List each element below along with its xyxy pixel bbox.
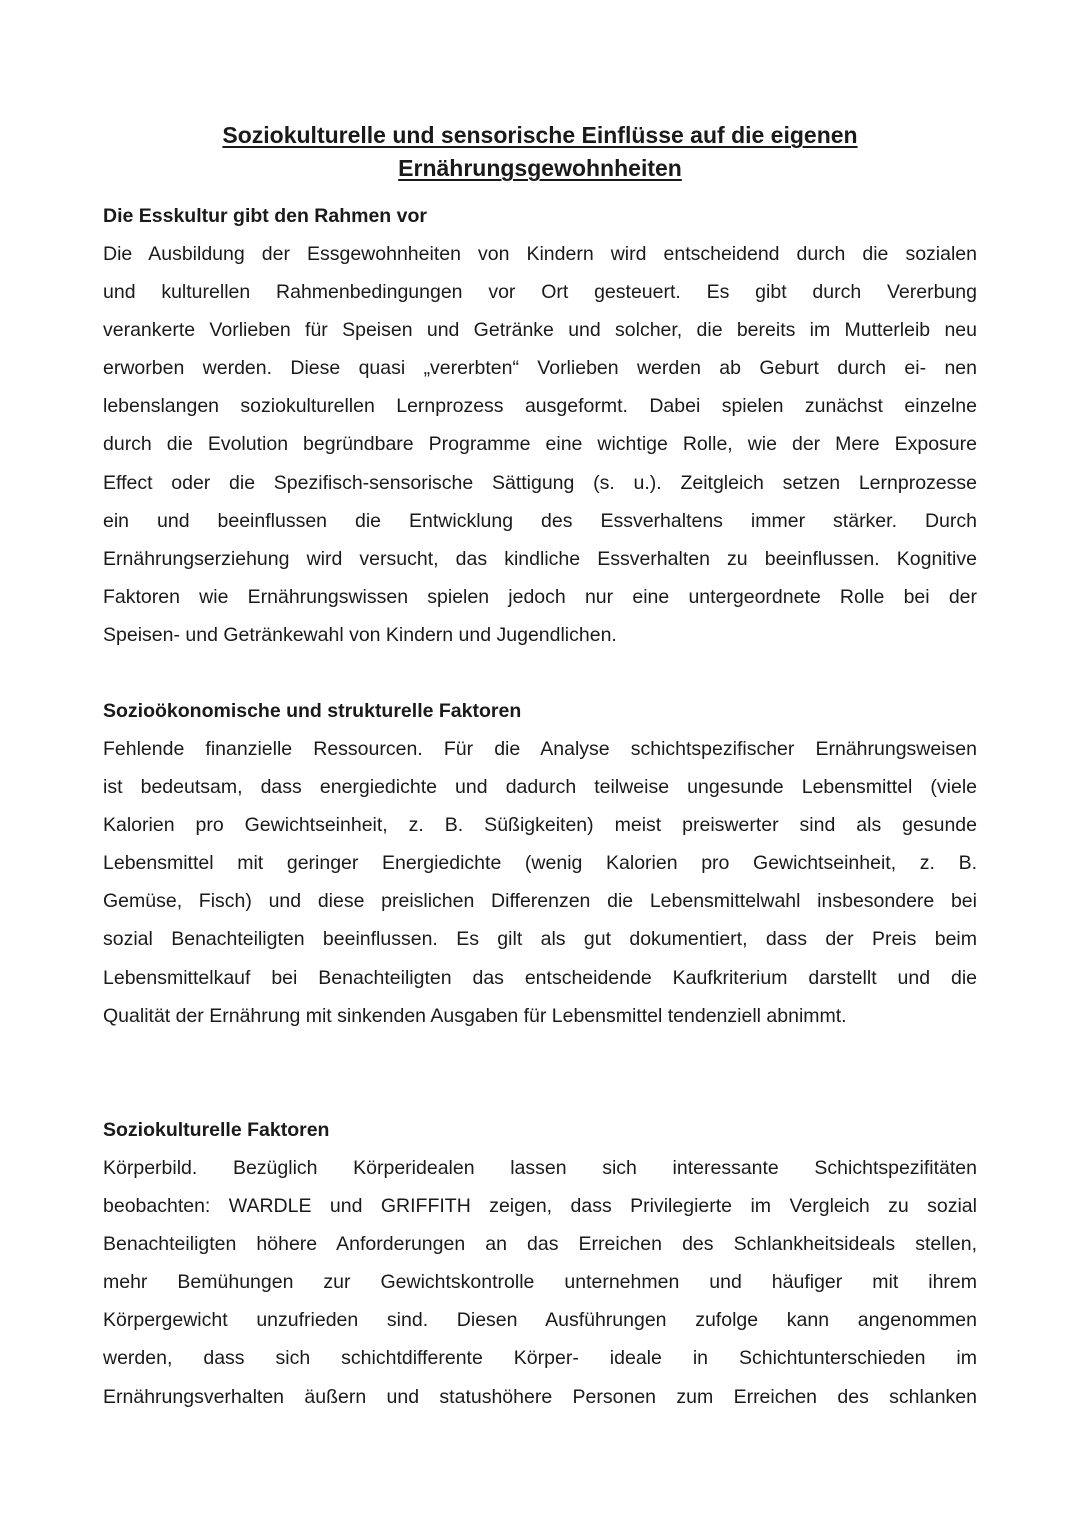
paragraph-line: Benachteiligten höhere Anforderungen an das Erreichen des Schlankheitsideals stellen, [103,1233,977,1256]
section-paragraph [103,235,977,654]
paragraph-line: ein und beeinflussen die Entwicklung des Essverhaltens immer stärker. Durch [103,509,977,532]
paragraph-line: Gemüse, Fisch) und diese preislichen Differenzen die Lebensmittelwahl insbesondere bei [103,890,977,913]
paragraph-line: mehr Bemühungen zur Gewichtskontrolle unternehmen und häufiger mit ihrem [103,1271,977,1294]
paragraph-line: beobachten: WARDLE und GRIFFITH zeigen, dass Privilegierte im Vergleich zu sozial [103,1195,977,1218]
paragraph-line: sozial Benachteiligten beeinflussen. Es gilt als gut dokumentiert, dass der Preis beim [103,928,977,951]
section-paragraph [103,1149,977,1416]
document-title-line-1: Soziokulturelle und sensorische Einflüsse auf die eigenen [222,122,858,149]
paragraph-line: Körpergewicht unzufrieden sind. Diesen Ausführungen zufolge kann angenommen [103,1309,977,1332]
paragraph-line: Faktoren wie Ernährungswissen spielen jedoch nur eine untergeordnete Rolle bei der [103,585,977,608]
paragraph-line: ist bedeutsam, dass energiedichte und dadurch teilweise ungesunde Lebensmittel (viele [103,776,977,799]
paragraph-line: Körperbild. Bezüglich Körperidealen lassen sich interessante Schichtspezifitäten [103,1157,977,1179]
paragraph-line: lebenslangen soziokulturellen Lernprozess ausgeformt. Dabei spielen zunächst einzelne [103,395,977,418]
section-esskultur [103,197,977,654]
section-heading: Sozioökonomische und strukturelle Faktoren [103,700,522,722]
paragraph-line: Effect oder die Spezifisch-sensorische Sättigung (s. u.). Zeitgleich setzen Lernprozesse [103,471,977,494]
paragraph-line: Ernährungsverhalten äußern und statushöhere Personen zum Erreichen des schlanken [103,1385,977,1408]
section-paragraph [103,730,977,1035]
paragraph-line: Lebensmittelkauf bei Benachteiligten das entscheidende Kaufkriterium darstellt und die [103,966,977,989]
paragraph-line: erworben werden. Diese quasi „vererbten“ Vorlieben werden ab Geburt durch ei- nen [103,357,977,380]
paragraph-line: Lebensmittel mit geringer Energiedichte (wenig Kalorien pro Gewichtseinheit, z. B. [103,852,977,875]
paragraph-line: durch die Evolution begründbare Programme eine wichtige Rolle, wie der Mere Exposure [103,433,977,456]
section-soziooekonomische-faktoren [103,692,977,1035]
section-soziokulturelle-faktoren [103,1111,977,1416]
paragraph-line: werden, dass sich schichtdifferente Körper- ideale in Schichtunterschieden im [103,1347,977,1370]
paragraph-line: Ernährungserziehung wird versucht, das kindliche Essverhalten zu beeinflussen. Kognitive [103,547,977,570]
section-heading: Soziokulturelle Faktoren [103,1119,330,1141]
paragraph-line: Qualität der Ernährung mit sinkenden Ausgaben für Lebensmittel tendenziell abnimmt. [103,1004,847,1027]
paragraph-line: verankerte Vorlieben für Speisen und Getränke und solcher, die bereits im Mutterleib neu [103,319,977,342]
paragraph-line: Fehlende finanzielle Ressourcen. Für die Analyse schichtspezifischer Ernährungsweisen [103,738,977,760]
paragraph-line: Speisen- und Getränkewahl von Kindern und Jugendlichen. [103,623,617,646]
document-title [103,119,977,185]
section-heading: Die Esskultur gibt den Rahmen vor [103,205,427,227]
paragraph-line: Die Ausbildung der Essgewohnheiten von Kindern wird entscheidend durch die sozialen [103,243,977,265]
paragraph-line: Kalorien pro Gewichtseinheit, z. B. Süßigkeiten) meist preiswerter sind als gesunde [103,814,977,837]
paragraph-line: und kulturellen Rahmenbedingungen vor Ort gesteuert. Es gibt durch Vererbung [103,281,977,304]
document-title-line-2: Ernährungsgewohnheiten [398,155,682,182]
